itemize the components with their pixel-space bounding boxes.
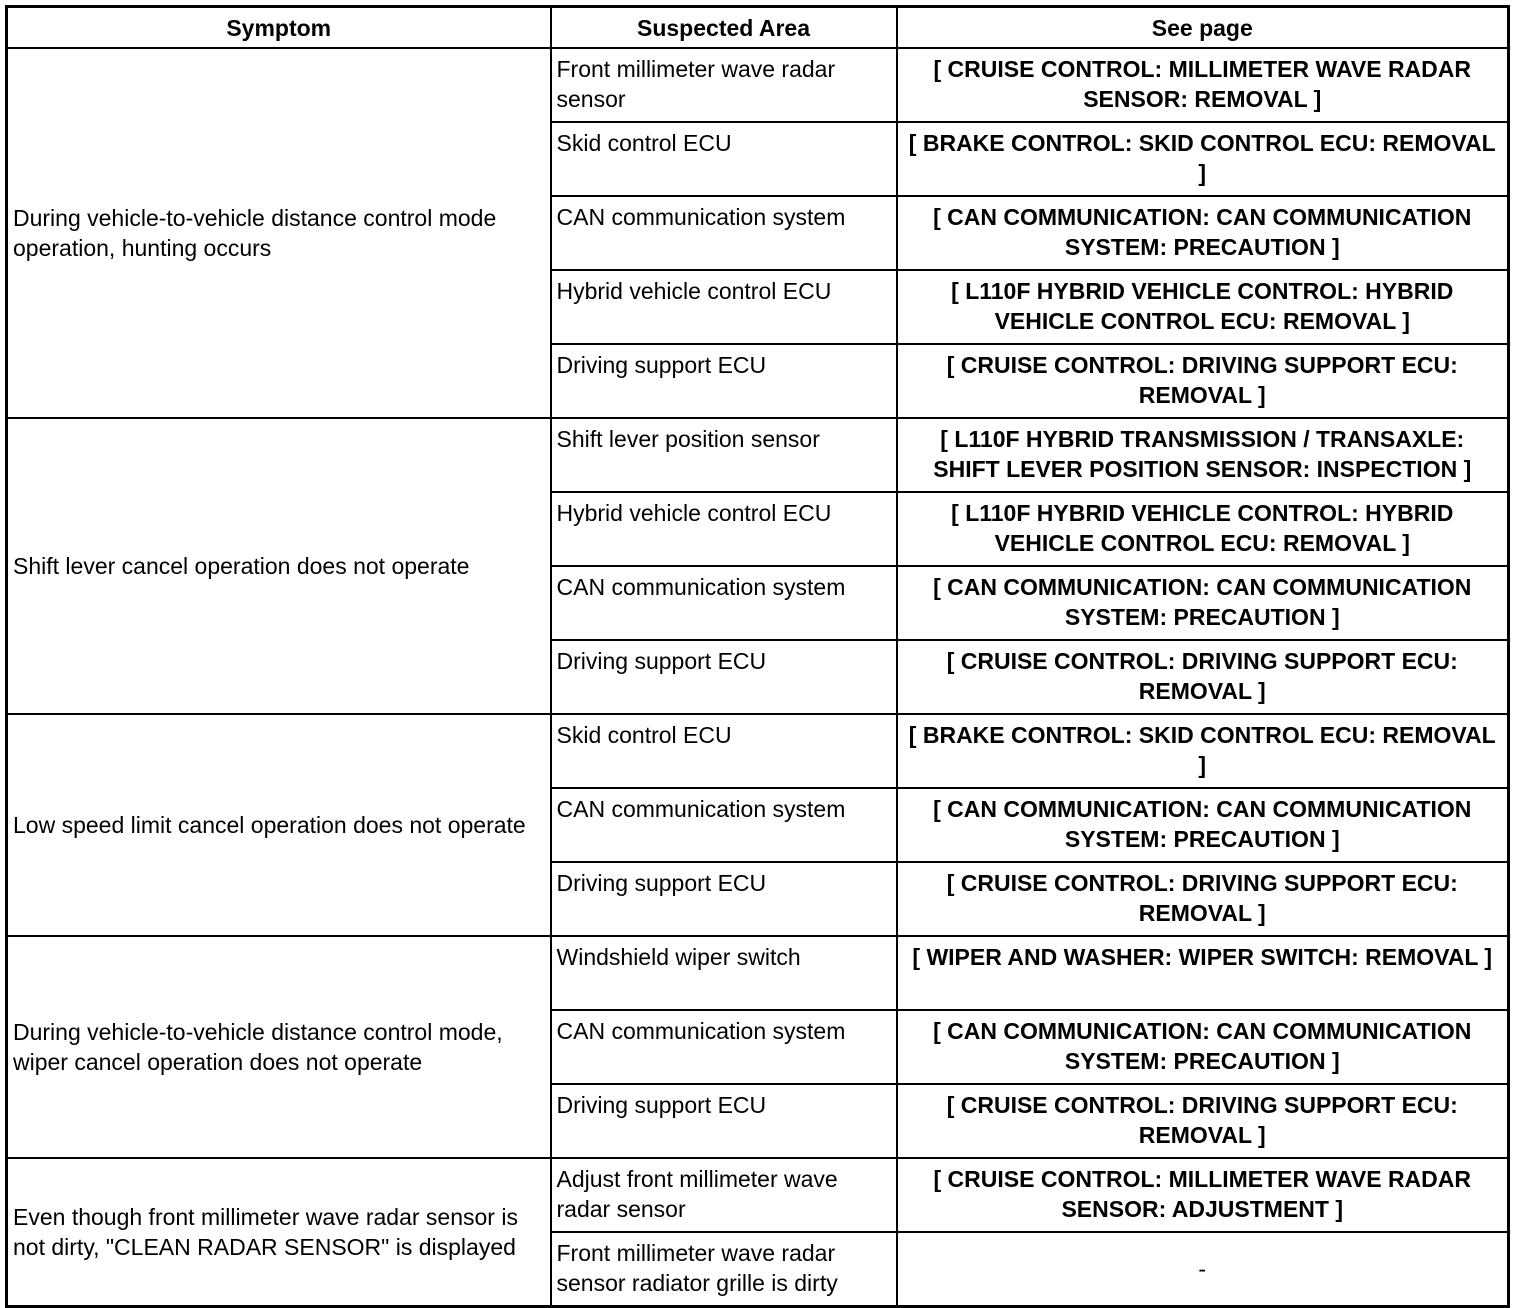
symptom-cell: During vehicle-to-vehicle distance control mode, wiper cancel operation does not operate bbox=[7, 936, 551, 1158]
suspected-area-cell: Driving support ECU bbox=[551, 640, 897, 714]
see-page-link[interactable]: [ CRUISE CONTROL: DRIVING SUPPORT ECU: REMOVAL ] bbox=[897, 862, 1509, 936]
suspected-area-cell: Adjust front millimeter wave radar sensor bbox=[551, 1158, 897, 1232]
see-page-link[interactable]: [ CAN COMMUNICATION: CAN COMMUNICATION SYSTEM: PRECAUTION ] bbox=[897, 566, 1509, 640]
see-page-link[interactable]: [ CRUISE CONTROL: MILLIMETER WAVE RADAR SENSOR: REMOVAL ] bbox=[897, 48, 1509, 122]
see-page-link[interactable]: [ BRAKE CONTROL: SKID CONTROL ECU: REMOVAL ] bbox=[897, 714, 1509, 788]
see-page-link[interactable]: [ CAN COMMUNICATION: CAN COMMUNICATION SYSTEM: PRECAUTION ] bbox=[897, 1010, 1509, 1084]
see-page-link[interactable]: [ CAN COMMUNICATION: CAN COMMUNICATION SYSTEM: PRECAUTION ] bbox=[897, 788, 1509, 862]
see-page-link[interactable]: [ CRUISE CONTROL: DRIVING SUPPORT ECU: REMOVAL ] bbox=[897, 1084, 1509, 1158]
see-page-link[interactable]: [ CRUISE CONTROL: DRIVING SUPPORT ECU: REMOVAL ] bbox=[897, 640, 1509, 714]
table-header-row bbox=[7, 7, 1509, 49]
symptom-cell: During vehicle-to-vehicle distance control mode operation, hunting occurs bbox=[7, 48, 551, 418]
suspected-area-cell: CAN communication system bbox=[551, 1010, 897, 1084]
table-row bbox=[7, 936, 1509, 1010]
suspected-area-cell: Front millimeter wave radar sensor bbox=[551, 48, 897, 122]
table-row bbox=[7, 1158, 1509, 1232]
table-body bbox=[7, 48, 1509, 1307]
see-page-link[interactable]: [ L110F HYBRID VEHICLE CONTROL: HYBRID VEHICLE CONTROL ECU: REMOVAL ] bbox=[897, 270, 1509, 344]
see-page-none: - bbox=[897, 1232, 1509, 1307]
see-page-link[interactable]: [ BRAKE CONTROL: SKID CONTROL ECU: REMOVAL ] bbox=[897, 122, 1509, 196]
table-row bbox=[7, 714, 1509, 788]
see-page-link[interactable]: [ L110F HYBRID TRANSMISSION / TRANSAXLE: SHIFT LEVER POSITION SENSOR: INSPECTION ] bbox=[897, 418, 1509, 492]
suspected-area-cell: Shift lever position sensor bbox=[551, 418, 897, 492]
problem-symptoms-table bbox=[5, 5, 1510, 1308]
suspected-area-cell: Skid control ECU bbox=[551, 714, 897, 788]
symptom-cell: Shift lever cancel operation does not operate bbox=[7, 418, 551, 714]
suspected-area-cell: Front millimeter wave radar sensor radiator grille is dirty bbox=[551, 1232, 897, 1307]
header-see-page: See page bbox=[897, 7, 1509, 49]
see-page-link[interactable]: [ CRUISE CONTROL: DRIVING SUPPORT ECU: REMOVAL ] bbox=[897, 344, 1509, 418]
see-page-link[interactable]: [ CRUISE CONTROL: MILLIMETER WAVE RADAR SENSOR: ADJUSTMENT ] bbox=[897, 1158, 1509, 1232]
suspected-area-cell: Driving support ECU bbox=[551, 1084, 897, 1158]
document-page bbox=[5, 5, 1507, 1308]
header-symptom: Symptom bbox=[7, 7, 551, 49]
suspected-area-cell: Windshield wiper switch bbox=[551, 936, 897, 1010]
suspected-area-cell: Hybrid vehicle control ECU bbox=[551, 492, 897, 566]
suspected-area-cell: CAN communication system bbox=[551, 566, 897, 640]
symptom-cell: Even though front millimeter wave radar sensor is not dirty, "CLEAN RADAR SENSOR" is displayed bbox=[7, 1158, 551, 1307]
see-page-link[interactable]: [ L110F HYBRID VEHICLE CONTROL: HYBRID VEHICLE CONTROL ECU: REMOVAL ] bbox=[897, 492, 1509, 566]
suspected-area-cell: CAN communication system bbox=[551, 196, 897, 270]
see-page-link[interactable]: [ WIPER AND WASHER: WIPER SWITCH: REMOVAL ] bbox=[897, 936, 1509, 1010]
header-suspected-area: Suspected Area bbox=[551, 7, 897, 49]
suspected-area-cell: Skid control ECU bbox=[551, 122, 897, 196]
table-row bbox=[7, 48, 1509, 122]
symptom-cell: Low speed limit cancel operation does not operate bbox=[7, 714, 551, 936]
suspected-area-cell: Hybrid vehicle control ECU bbox=[551, 270, 897, 344]
suspected-area-cell: CAN communication system bbox=[551, 788, 897, 862]
table-row bbox=[7, 418, 1509, 492]
see-page-link[interactable]: [ CAN COMMUNICATION: CAN COMMUNICATION SYSTEM: PRECAUTION ] bbox=[897, 196, 1509, 270]
suspected-area-cell: Driving support ECU bbox=[551, 344, 897, 418]
suspected-area-cell: Driving support ECU bbox=[551, 862, 897, 936]
